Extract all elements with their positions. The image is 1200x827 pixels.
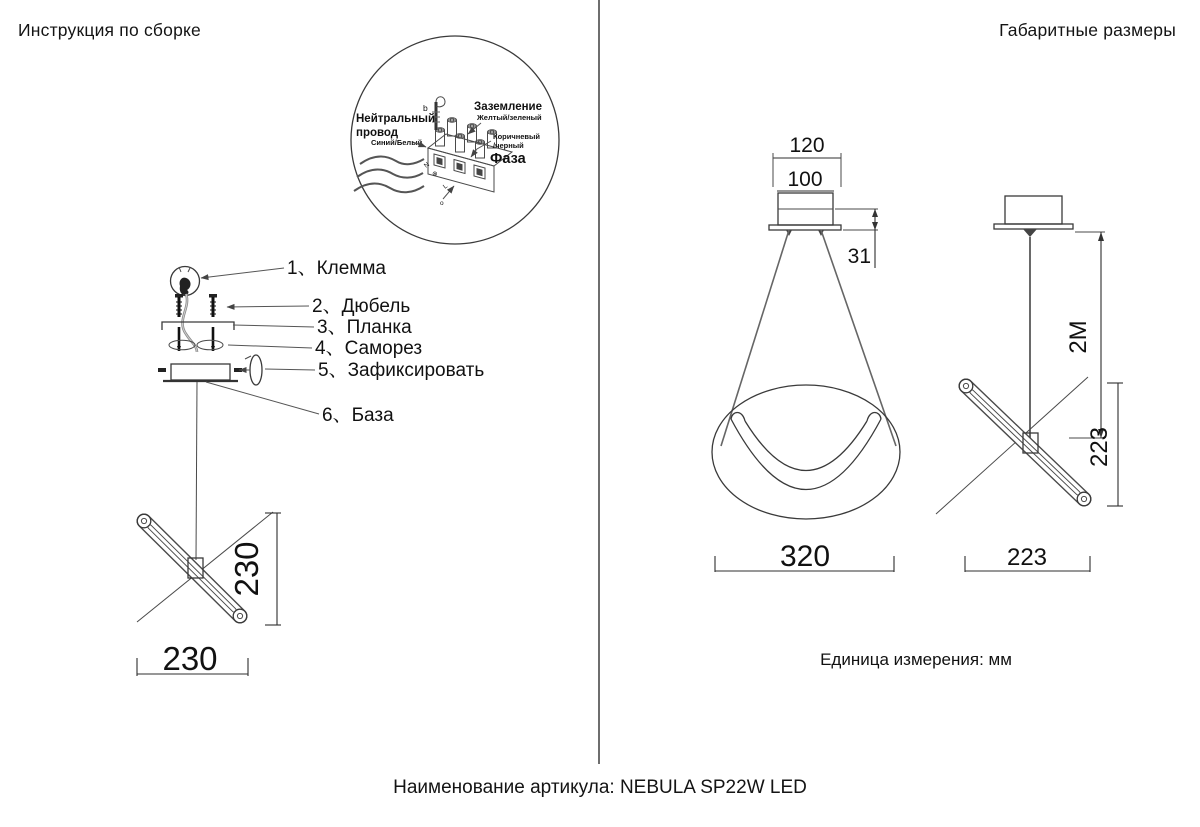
- dim-31-value: 31: [847, 245, 871, 268]
- part-label-6: 6、База: [322, 405, 394, 426]
- part-label-1: 1、Клемма: [287, 258, 386, 279]
- front-view-drawing: [712, 134, 900, 573]
- dim-223-horizontal-value: 223: [1006, 544, 1048, 571]
- terminal-letter-l: L: [441, 182, 450, 191]
- dim-223-vertical: [1086, 383, 1123, 506]
- dim-120-value: 120: [789, 134, 825, 157]
- units-note: Единица измерения: мм: [820, 650, 1012, 669]
- dim-2m-value: 2M: [1065, 320, 1092, 354]
- terminal-letter-n: N: [422, 161, 431, 170]
- neutral-wire-label: Нейтральный: [356, 113, 436, 125]
- article-name: Наименование артикула: NEBULA SP22W LED: [393, 777, 807, 798]
- mount-assembly-drawing: [158, 267, 262, 561]
- phase-wire-color2: /черный: [493, 141, 524, 150]
- dim-230-vertical-value: 230: [228, 541, 265, 597]
- neutral-wire-label2: провод: [356, 127, 399, 139]
- fix-rotation-icon: [239, 355, 262, 385]
- terminal-letter-o: o: [440, 200, 444, 207]
- part-label-3: 3、Планка: [317, 317, 412, 338]
- dim-223-horizontal: [965, 544, 1090, 572]
- side-view-drawing: [936, 196, 1123, 572]
- assembly-panel: [0, 0, 599, 770]
- ground-wire-color: Желтый/зеленый: [477, 113, 542, 122]
- base-part: [158, 364, 242, 381]
- part-label-5: 5、Зафиксировать: [318, 360, 485, 381]
- part-label-4: 4、Саморез: [315, 338, 423, 359]
- neutral-wire-color: Синий/Белый: [371, 138, 423, 147]
- dim-320: [715, 540, 894, 573]
- wiring-detail-inset: [351, 36, 559, 244]
- dim-2m: [1065, 232, 1105, 438]
- dim-230-horizontal: [137, 640, 248, 677]
- dim-320-value: 320: [779, 540, 831, 573]
- dim-100-value: 100: [787, 168, 823, 191]
- part-label-2: 2、Дюбель: [312, 296, 411, 317]
- dowel-parts: [175, 294, 217, 317]
- dim-223-vertical-value: 223: [1086, 426, 1113, 468]
- dimensions-panel: [599, 0, 1200, 770]
- parts-list: [201, 258, 484, 426]
- page-title-assembly: Инструкция по сборке: [18, 20, 201, 40]
- phase-wire-color: Коричневый: [493, 132, 541, 141]
- dim-31: [835, 209, 878, 268]
- page-title-dimensions: Габаритные размеры: [999, 20, 1176, 40]
- dim-230-horizontal-value: 230: [162, 640, 218, 677]
- dim-100: [777, 168, 834, 191]
- wires-icon: [354, 156, 424, 192]
- phase-label: Фаза: [490, 151, 526, 167]
- ground-label: Заземление: [474, 101, 543, 113]
- terminal-letter-b: b: [423, 103, 428, 113]
- strap-part: [162, 322, 234, 330]
- terminal-letter-earth: ⊕: [430, 169, 440, 179]
